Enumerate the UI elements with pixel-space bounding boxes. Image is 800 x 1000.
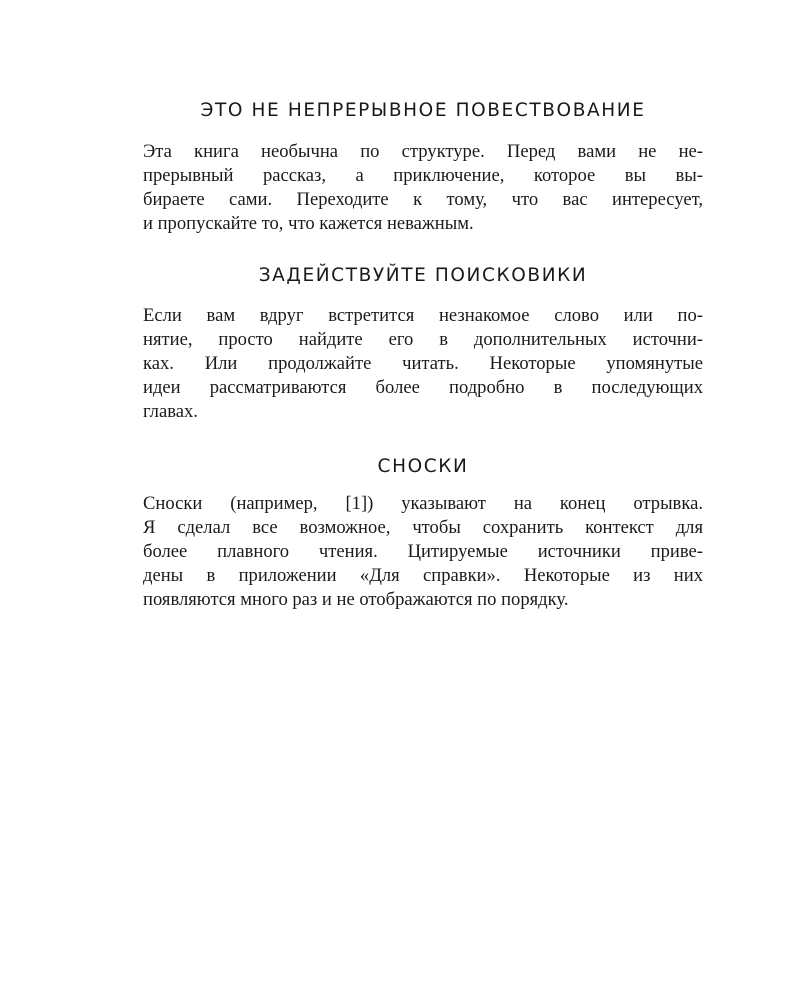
section-heading-search-engines: ЗАДЕЙСТВУЙТЕ ПОИСКОВИКИ <box>258 265 588 286</box>
paragraph-line: Если вам вдруг встретится незнакомое слово или по- <box>143 305 703 326</box>
paragraph-line: Эта книга необычна по структуре. Перед вами не не- <box>143 141 703 162</box>
paragraph-line: прерывный рассказ, а приключение, которое вы вы- <box>143 165 703 186</box>
paragraph-line: Я сделал все возможное, чтобы сохранить контекст для <box>143 517 703 538</box>
paragraph-line: бираете сами. Переходите к тому, что вас интересует, <box>143 189 703 210</box>
paragraph-line: ках. Или продолжайте читать. Некоторые упомянутые <box>143 353 703 374</box>
paragraph-line: более плавного чтения. Цитируемые источники приве- <box>143 541 703 562</box>
section-body-search-engines <box>143 304 703 424</box>
paragraph-line: дены в приложении «Для справки». Некоторые из них <box>143 565 703 586</box>
paragraph-line: появляются много раз и не отображаются по порядку. <box>143 589 569 610</box>
section-heading-footnotes: СНОСКИ <box>377 456 469 477</box>
section-body-footnotes <box>143 492 703 612</box>
section-body-not-linear <box>143 140 703 236</box>
section-heading-not-linear: ЭТО НЕ НЕПРЕРЫВНОЕ ПОВЕСТВОВАНИЕ <box>200 100 646 121</box>
paragraph-line: главах. <box>143 401 198 422</box>
paragraph-line: и пропускайте то, что кажется неважным. <box>143 213 474 234</box>
paragraph-line: нятие, просто найдите его в дополнительных источни- <box>143 329 703 350</box>
paragraph-line: Сноски (например, [1]) указывают на конец отрывка. <box>143 493 703 514</box>
paragraph-line: идеи рассматриваются более подробно в последующих <box>143 377 703 398</box>
